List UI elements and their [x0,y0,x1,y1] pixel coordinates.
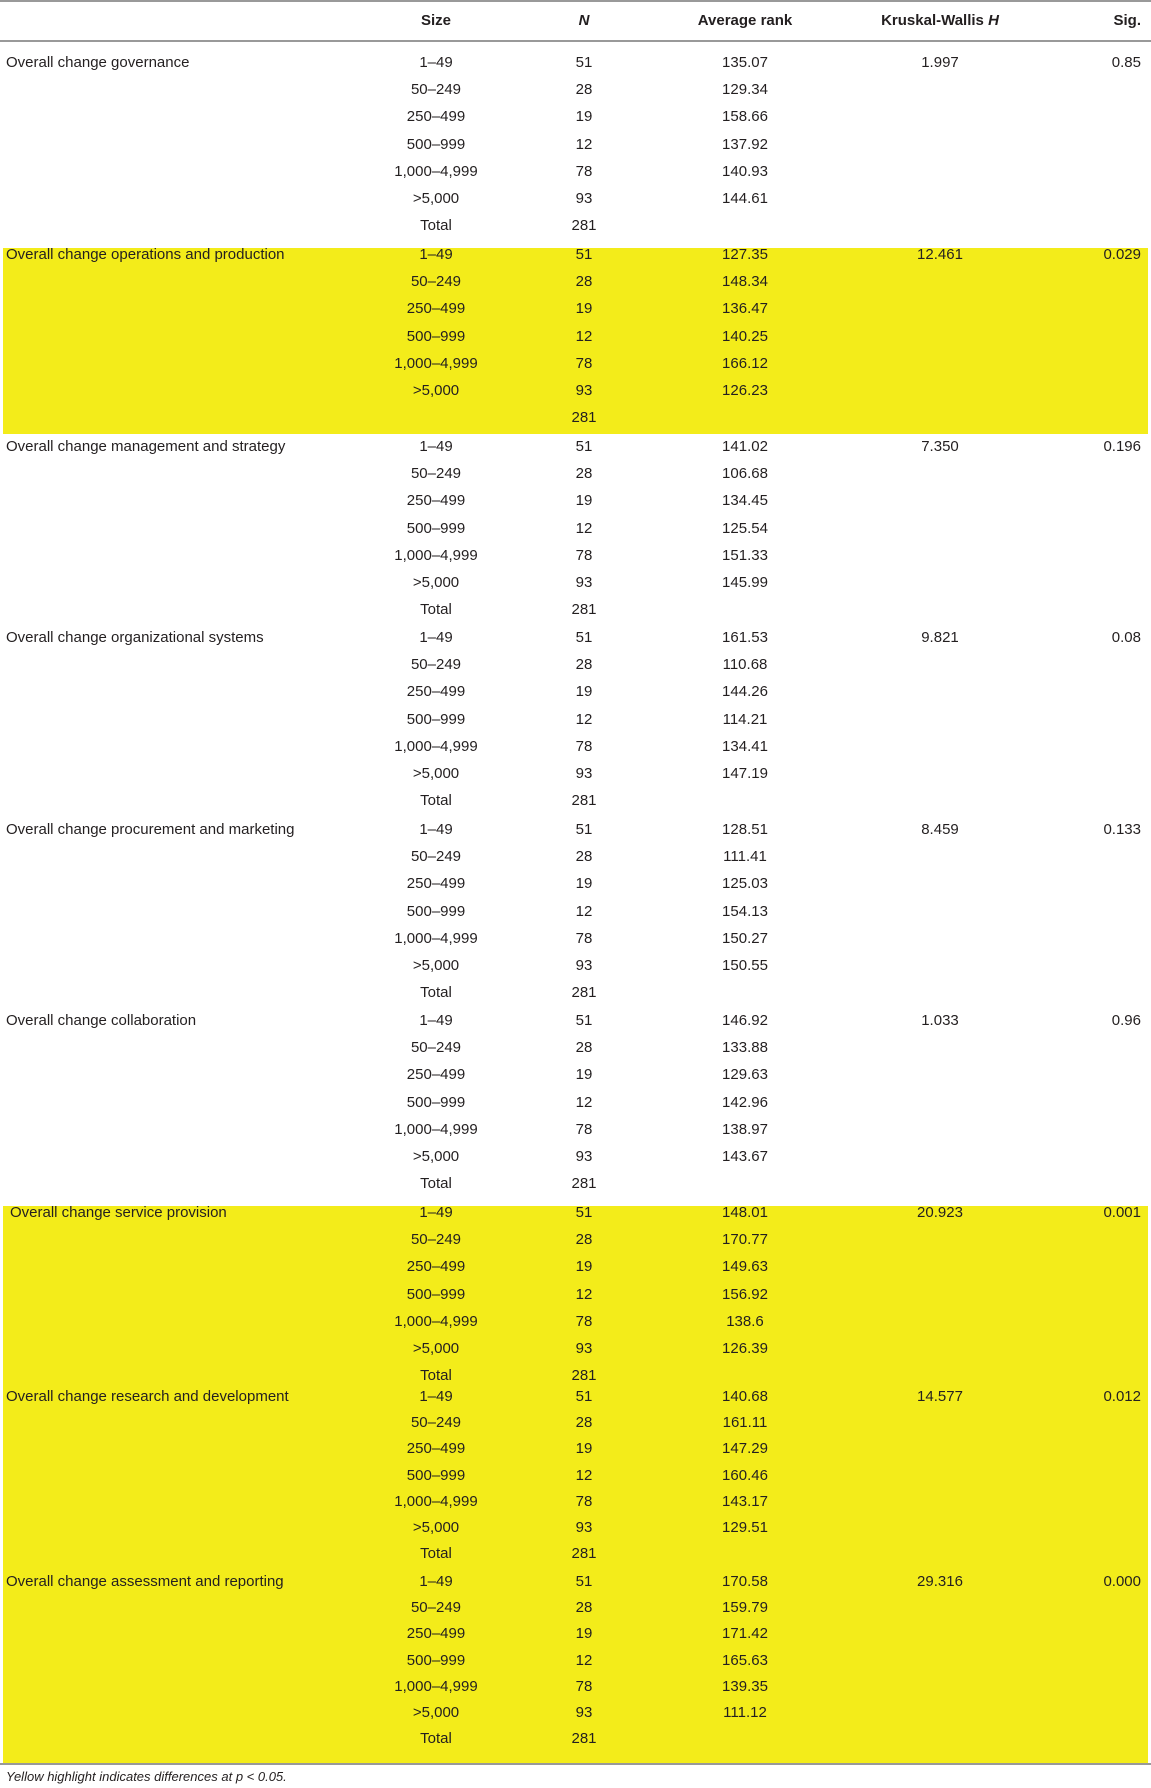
average-rank-cell: 125.54 [722,519,768,537]
size-cell: 1,000–4,999 [394,162,478,180]
n-cell: 19 [575,108,593,126]
n-cell: 281 [571,984,597,1002]
table-row [0,1726,1151,1752]
size-cell: 1,000–4,999 [394,546,478,564]
n-cell: 93 [575,1340,593,1357]
table-row [0,49,1151,76]
header-n: N [578,12,590,29]
size-cell: 1,000–4,999 [394,354,478,372]
table-row [0,487,1151,514]
table-row [0,760,1151,787]
n-cell: 19 [575,683,593,701]
average-rank-cell: 128.51 [722,821,768,838]
table-row [0,212,1151,239]
size-cell: 50–249 [410,81,462,99]
average-rank-cell: 140.68 [722,1388,768,1405]
n-cell: 28 [575,1039,593,1057]
average-rank-cell: 129.51 [722,1519,768,1536]
n-cell: 281 [571,409,597,427]
size-cell: 50–249 [410,1414,462,1432]
sig-cell: 0.012 [1103,1388,1141,1405]
size-cell: 500–999 [406,710,466,728]
n-cell: 19 [575,1258,593,1276]
n-cell: 93 [575,190,593,207]
table-row [0,1226,1151,1253]
table-row [0,542,1151,569]
average-rank-cell: 140.93 [722,162,768,180]
n-cell: 281 [571,217,597,235]
average-rank-cell: 141.02 [722,438,768,455]
n-cell: 19 [575,1066,593,1084]
n-cell: 281 [571,1730,597,1748]
average-rank-cell: 134.45 [722,492,768,510]
average-rank-cell: 145.99 [722,574,768,591]
table-row [0,1199,1151,1226]
size-cell: Total [420,1545,452,1563]
table-row [0,1034,1151,1061]
n-cell: 78 [575,1492,593,1510]
variable-label: Overall change assessment and reporting [6,1573,284,1590]
average-rank-cell: 111.41 [723,848,767,866]
average-rank-cell: 135.07 [722,54,768,71]
table-row [0,515,1151,542]
n-cell: 12 [575,1651,593,1669]
size-cell: 250–499 [406,108,466,126]
n-cell: 12 [575,1285,593,1303]
size-cell: 1,000–4,999 [394,1312,478,1330]
table-row [0,460,1151,487]
table-row [0,624,1151,651]
n-cell: 51 [575,1204,593,1221]
kruskal-wallis-h-cell: 1.033 [921,1012,959,1029]
table-row [0,1308,1151,1335]
footnote-text-start: Yellow highlight indicates differences at [6,1769,236,1784]
table-row [0,1515,1151,1541]
table-row [0,596,1151,623]
average-rank-cell: 165.63 [722,1651,768,1669]
n-cell: 12 [575,902,593,920]
variable-label: Overall change research and development [6,1388,289,1405]
sig-cell: 0.196 [1103,438,1141,455]
n-cell: 78 [575,1677,593,1695]
n-cell: 19 [575,492,593,510]
average-rank-cell: 140.25 [722,327,768,345]
average-rank-cell: 146.92 [722,1012,768,1029]
size-cell: 250–499 [406,1625,466,1643]
n-cell: 28 [575,1599,593,1617]
n-cell: 12 [575,135,593,153]
table-footnote [6,1768,287,1786]
kruskal-wallis-h-cell: 20.923 [917,1204,963,1221]
header-kruskal-wallis [840,11,1040,31]
average-rank-cell: 147.29 [722,1440,768,1458]
table-row [0,1436,1151,1462]
table-row [0,569,1151,596]
size-cell: 250–499 [406,1440,466,1458]
average-rank-cell: 166.12 [722,354,768,372]
average-rank-cell: 125.03 [722,875,768,893]
average-rank-cell: 111.12 [723,1704,767,1721]
n-cell: 93 [575,382,593,399]
size-cell: 500–999 [406,519,466,537]
size-cell: 1–49 [419,821,453,838]
variable-label: Overall change governance [6,54,190,71]
average-rank-cell: 126.23 [722,382,768,399]
n-cell: 12 [575,327,593,345]
variable-label: Overall change operations and production [6,246,285,263]
n-cell: 78 [575,1312,593,1330]
table-row [0,787,1151,814]
size-cell: 1–49 [419,629,453,646]
average-rank-cell: 170.58 [722,1573,768,1590]
size-cell: >5,000 [412,765,460,782]
table-row [0,1170,1151,1197]
table-row [0,158,1151,185]
size-cell: 1,000–4,999 [394,1120,478,1138]
n-cell: 78 [575,737,593,755]
size-cell: 500–999 [406,327,466,345]
sig-cell: 0.08 [1111,629,1141,646]
average-rank-cell: 148.34 [722,273,768,291]
table-row [0,323,1151,350]
average-rank-cell: 138.6 [726,1312,764,1330]
size-cell: 50–249 [410,465,462,483]
table-row [0,76,1151,103]
size-cell: >5,000 [412,574,460,591]
sig-cell: 0.133 [1103,821,1141,838]
table-row [0,1648,1151,1674]
sig-cell: 0.029 [1103,246,1141,263]
size-cell: >5,000 [412,190,460,207]
kruskal-wallis-h-cell: 14.577 [917,1388,963,1405]
table-row [0,185,1151,212]
size-cell: 500–999 [406,1651,466,1669]
average-rank-cell: 149.63 [722,1258,768,1276]
size-cell: >5,000 [412,1704,460,1721]
size-cell: Total [420,984,452,1002]
n-cell: 28 [575,273,593,291]
variable-label: Overall change procurement and marketing [6,821,295,838]
n-cell: 51 [575,629,593,646]
size-cell: 1,000–4,999 [394,929,478,947]
average-rank-cell: 148.01 [722,1204,768,1221]
table-row [0,295,1151,322]
n-cell: 19 [575,875,593,893]
size-cell: 50–249 [410,848,462,866]
n-cell: 93 [575,574,593,591]
size-cell: 500–999 [406,1093,466,1111]
size-cell: >5,000 [412,1340,460,1357]
n-cell: 281 [571,601,597,619]
average-rank-cell: 151.33 [722,546,768,564]
size-cell: Total [420,1730,452,1748]
size-cell: 1–49 [419,1573,453,1590]
kruskal-wallis-h-cell: 29.316 [917,1573,963,1590]
size-cell: >5,000 [412,1519,460,1536]
footnote-text-end: < 0.05. [243,1769,287,1784]
size-cell: 1,000–4,999 [394,1492,478,1510]
n-cell: 51 [575,821,593,838]
n-cell: 51 [575,246,593,263]
header-kw-h: H [988,12,999,29]
variable-label: Overall change organizational systems [6,629,264,646]
size-cell: 1,000–4,999 [394,737,478,755]
table-row [0,816,1151,843]
n-cell: 28 [575,81,593,99]
size-cell: 250–499 [406,1258,466,1276]
table-row [0,1541,1151,1567]
table-row [0,952,1151,979]
size-cell: 500–999 [406,1466,466,1484]
average-rank-cell: 138.97 [722,1120,768,1138]
size-cell: >5,000 [412,957,460,974]
table-row [0,377,1151,404]
n-cell: 93 [575,1148,593,1165]
table-row [0,241,1151,268]
table-row [0,1335,1151,1362]
table-row [0,1569,1151,1595]
size-cell: 250–499 [406,492,466,510]
n-cell: 12 [575,1466,593,1484]
n-cell: 93 [575,1519,593,1536]
n-cell: 281 [571,1367,597,1385]
average-rank-cell: 150.55 [722,957,768,974]
average-rank-cell: 127.35 [722,246,768,263]
n-cell: 78 [575,354,593,372]
size-cell: 50–249 [410,1599,462,1617]
kruskal-wallis-h-cell: 8.459 [921,821,959,838]
size-cell: Total [420,1175,452,1193]
average-rank-cell: 106.68 [722,465,768,483]
n-cell: 281 [571,1175,597,1193]
average-rank-cell: 136.47 [722,300,768,318]
table-bottom-rule [0,1763,1151,1765]
kruskal-wallis-h-cell: 7.350 [921,438,959,455]
average-rank-cell: 170.77 [722,1231,768,1249]
table-row [0,1674,1151,1700]
average-rank-cell: 158.66 [722,108,768,126]
size-cell: 1,000–4,999 [394,1677,478,1695]
average-rank-cell: 143.67 [722,1148,768,1165]
variable-label: Overall change service provision [10,1204,227,1221]
size-cell: >5,000 [412,1148,460,1165]
average-rank-cell: 114.21 [722,710,768,728]
average-rank-cell: 147.19 [722,765,768,782]
table-row [0,1281,1151,1308]
average-rank-cell: 150.27 [722,929,768,947]
footnote-p-symbol: p [235,1769,244,1784]
size-cell: 50–249 [410,273,462,291]
size-cell: Total [420,1367,452,1385]
n-cell: 12 [575,519,593,537]
table-row [0,733,1151,760]
average-rank-cell: 139.35 [722,1677,768,1695]
table-row [0,433,1151,460]
n-cell: 51 [575,54,593,71]
size-cell: 500–999 [406,1285,466,1303]
header-rule [0,40,1151,42]
table-row [0,706,1151,733]
average-rank-cell: 171.42 [722,1625,768,1643]
table-row [0,1384,1151,1410]
n-cell: 93 [575,957,593,974]
n-cell: 28 [575,465,593,483]
n-cell: 19 [575,300,593,318]
table-row [0,979,1151,1006]
sig-cell: 0.001 [1103,1204,1141,1221]
table-row [0,870,1151,897]
size-cell: 500–999 [406,902,466,920]
n-cell: 28 [575,1231,593,1249]
table-row [0,843,1151,870]
average-rank-cell: 134.41 [722,737,768,755]
size-cell: 250–499 [406,683,466,701]
table-row [0,1089,1151,1116]
average-rank-cell: 159.79 [722,1599,768,1617]
size-cell: 1–49 [419,1388,453,1405]
size-cell: 1–49 [419,1204,453,1221]
table-row [0,898,1151,925]
size-cell: 1–49 [419,54,453,71]
kruskal-wallis-h-cell: 12.461 [917,246,963,263]
n-cell: 28 [575,1414,593,1432]
table-row [0,1700,1151,1726]
size-cell: 1–49 [419,438,453,455]
n-cell: 19 [575,1440,593,1458]
size-cell: Total [420,601,452,619]
table-row [0,678,1151,705]
table-row [0,1410,1151,1436]
n-cell: 28 [575,848,593,866]
n-cell: 93 [575,765,593,782]
average-rank-cell: 129.63 [722,1066,768,1084]
table-row [0,1007,1151,1034]
header-kw-prefix: Kruskal-Wallis [881,12,989,29]
kruskal-wallis-h-cell: 1.997 [921,54,959,71]
header-size: Size [420,12,451,29]
table-row [0,1621,1151,1647]
n-cell: 78 [575,546,593,564]
average-rank-cell: 161.53 [722,629,768,646]
n-cell: 78 [575,929,593,947]
average-rank-cell: 142.96 [722,1093,768,1111]
table-row [0,1463,1151,1489]
table-row [0,1253,1151,1280]
n-cell: 12 [575,1093,593,1111]
average-rank-cell: 144.61 [722,190,768,207]
size-cell: 50–249 [410,1231,462,1249]
n-cell: 12 [575,710,593,728]
size-cell: 500–999 [406,135,466,153]
size-cell: 250–499 [406,300,466,318]
n-cell: 51 [575,438,593,455]
variable-label: Overall change collaboration [6,1012,197,1029]
size-cell: 50–249 [410,1039,462,1057]
table-row [0,350,1151,377]
average-rank-cell: 126.39 [722,1340,768,1357]
table-row [0,925,1151,952]
average-rank-cell: 144.26 [722,683,768,701]
n-cell: 28 [575,656,593,674]
header-sig: Sig. [1113,12,1141,29]
table-row [0,1489,1151,1515]
size-cell: Total [420,792,452,810]
n-cell: 281 [571,1545,597,1563]
variable-label: Overall change management and strategy [6,438,286,455]
table-row [0,1143,1151,1170]
average-rank-cell: 137.92 [722,135,768,153]
n-cell: 78 [575,1120,593,1138]
n-cell: 51 [575,1012,593,1029]
size-cell: 1–49 [419,1012,453,1029]
average-rank-cell: 161.11 [722,1414,768,1432]
size-cell: 250–499 [406,1066,466,1084]
size-cell: Total [420,217,452,235]
n-cell: 281 [571,792,597,810]
n-cell: 78 [575,162,593,180]
sig-cell: 0.85 [1111,54,1141,71]
average-rank-cell: 143.17 [722,1492,768,1510]
table-row [0,1595,1151,1621]
table-row [0,651,1151,678]
sig-cell: 0.000 [1103,1573,1141,1590]
average-rank-cell: 133.88 [722,1039,768,1057]
size-cell: 50–249 [410,656,462,674]
average-rank-cell: 154.13 [722,902,768,920]
n-cell: 51 [575,1388,593,1405]
average-rank-cell: 160.46 [722,1466,768,1484]
average-rank-cell: 156.92 [722,1285,768,1303]
n-cell: 51 [575,1573,593,1590]
n-cell: 93 [575,1704,593,1721]
average-rank-cell: 110.68 [722,656,768,674]
size-cell: 250–499 [406,875,466,893]
table-row [0,404,1151,431]
table-row [0,268,1151,295]
sig-cell: 0.96 [1111,1012,1141,1029]
size-cell: 1–49 [419,246,453,263]
header-average-rank: Average rank [697,12,793,29]
table-row [0,1061,1151,1088]
n-cell: 19 [575,1625,593,1643]
size-cell: >5,000 [412,382,460,399]
table-row [0,1116,1151,1143]
kruskal-wallis-h-cell: 9.821 [921,629,959,646]
table-row [0,131,1151,158]
table-top-rule [0,0,1151,2]
table-row [0,103,1151,130]
average-rank-cell: 129.34 [722,81,768,99]
